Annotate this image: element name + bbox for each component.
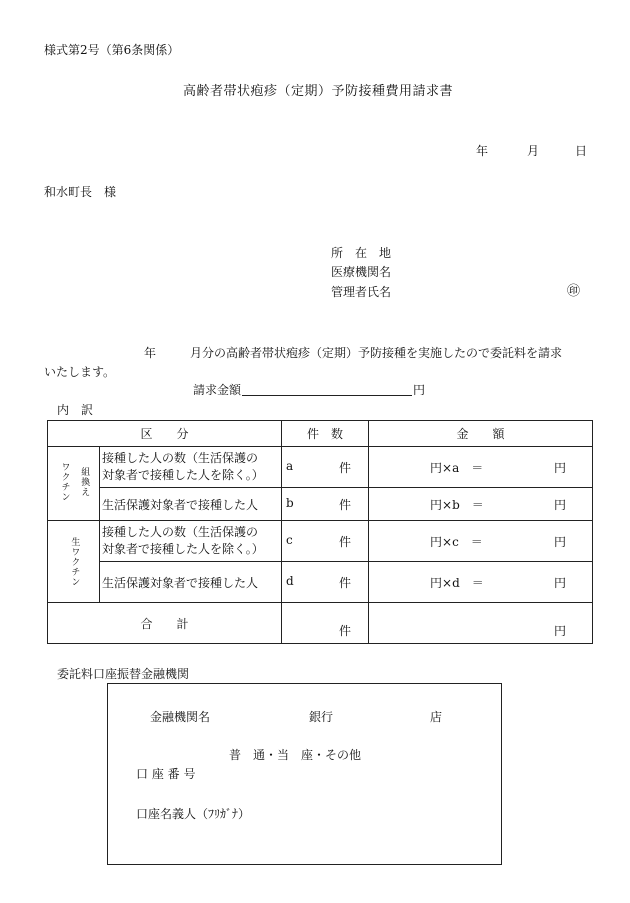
form-number: 様式第2号（第6条関係）	[44, 43, 180, 57]
row-formula: 円×c ＝	[430, 534, 483, 549]
seal-mark: ㊞	[567, 284, 581, 299]
total-count-cell[interactable]	[282, 603, 369, 644]
request-amount	[193, 384, 425, 396]
row-count-unit: 件	[339, 534, 352, 549]
row-desc-line1: 接種した人の数（生活保護の	[102, 451, 259, 465]
row-count-cell[interactable]	[282, 447, 369, 488]
branch-suffix: 店	[430, 710, 443, 724]
address-label: 所 在 地	[331, 246, 392, 260]
row-amount-cell[interactable]	[369, 521, 593, 562]
row-formula: 円×d ＝	[430, 575, 484, 590]
date-year[interactable]: 年	[476, 144, 489, 158]
header-count: 件 数	[282, 421, 369, 447]
request-amount-field[interactable]	[242, 384, 412, 396]
bank-suffix: 銀行	[309, 710, 334, 724]
institution-name-label: 医療機関名	[331, 265, 392, 279]
bank-info-box	[107, 683, 502, 865]
vaccine-label-a: 組換え	[79, 467, 90, 497]
vaccine-type-live	[48, 521, 100, 603]
request-year: 年	[144, 346, 157, 360]
row-desc-line2: 対象者で接種した人を除く。）	[102, 542, 264, 556]
breakdown-label: 内 訳	[57, 403, 94, 417]
account-number-label: 口 座 番 号	[136, 767, 196, 781]
row-yen: 円	[554, 534, 567, 549]
account-holder-label: 口座名義人（ﾌﾘｶﾞﾅ）	[136, 807, 251, 821]
total-count-unit: 件	[339, 624, 352, 638]
row-count-cell[interactable]	[282, 562, 369, 603]
row-count-unit: 件	[339, 497, 352, 512]
addressee: 和水町長 様	[44, 185, 117, 199]
table-row	[48, 562, 593, 603]
vaccine-label-b: ワクチン	[69, 547, 80, 587]
header-amount: 金 額	[369, 421, 593, 447]
row-yen: 円	[554, 575, 567, 590]
bank-institution-label: 金融機関名	[150, 710, 211, 724]
row-description: 生活保護対象者で接種した人	[100, 562, 282, 603]
row-description	[100, 447, 282, 488]
request-text-line1: 月分の高齢者帯状疱疹（定期）予防接種を実施したので委託料を請求	[190, 346, 563, 360]
table-row	[48, 447, 593, 488]
row-desc-line2: 対象者で接種した人を除く。）	[102, 468, 264, 482]
page-title: 高齢者帯状疱疹（定期）予防接種費用請求書	[183, 84, 454, 99]
row-amount-cell[interactable]	[369, 447, 593, 488]
row-description	[100, 521, 282, 562]
account-type-options[interactable]: 普 通・当 座・その他	[229, 748, 362, 762]
date-day[interactable]: 日	[575, 144, 588, 158]
row-yen: 円	[554, 497, 567, 512]
request-amount-label: 請求金額	[193, 383, 242, 397]
row-code: d	[286, 573, 294, 588]
row-code: b	[286, 495, 294, 510]
manager-name-label: 管理者氏名	[331, 285, 392, 299]
row-count-unit: 件	[339, 460, 352, 475]
row-code: c	[286, 532, 293, 547]
table-row	[48, 521, 593, 562]
total-amount-cell[interactable]	[369, 603, 593, 644]
request-amount-unit: 円	[413, 383, 426, 397]
row-description: 生活保護対象者で接種した人	[100, 488, 282, 521]
date-month[interactable]: 月	[527, 144, 540, 158]
table-header-row	[48, 421, 593, 447]
row-formula: 円×a ＝	[430, 460, 484, 475]
row-amount-cell[interactable]	[369, 562, 593, 603]
total-yen: 円	[554, 624, 567, 638]
total-label: 合 計	[48, 603, 282, 644]
table-total-row	[48, 603, 593, 644]
request-text-line2: いたします。	[44, 365, 116, 379]
vaccine-label-a: 生	[69, 537, 80, 547]
header-category: 区 分	[48, 421, 282, 447]
row-count-cell[interactable]	[282, 521, 369, 562]
row-yen: 円	[554, 460, 567, 475]
vaccine-type-recombinant	[48, 447, 100, 521]
bank-heading: 委託料口座振替金融機関	[57, 667, 190, 681]
row-amount-cell[interactable]	[369, 488, 593, 521]
row-formula: 円×b ＝	[430, 497, 484, 512]
table-row	[48, 488, 593, 521]
row-count-unit: 件	[339, 575, 352, 590]
row-code: a	[286, 458, 294, 473]
row-desc-line1: 接種した人の数（生活保護の	[102, 525, 259, 539]
vaccine-label-b: ワクチン	[59, 462, 70, 502]
breakdown-table	[47, 420, 593, 644]
row-count-cell[interactable]	[282, 488, 369, 521]
